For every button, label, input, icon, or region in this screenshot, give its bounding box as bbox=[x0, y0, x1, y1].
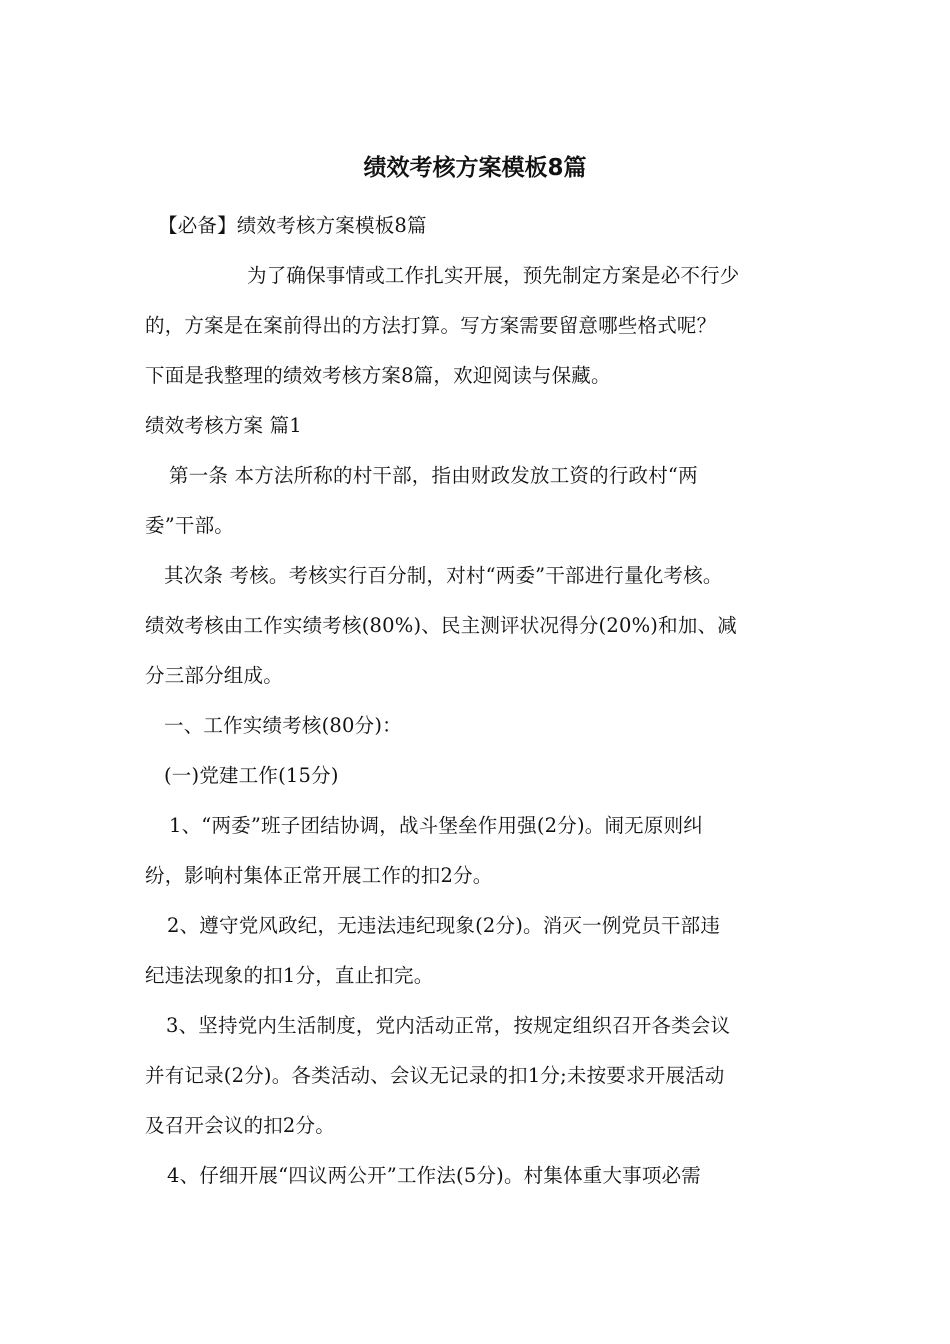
subtitle-line: 【必备】绩效考核方案模板8篇 bbox=[158, 214, 427, 237]
body-line: 其次条 考核。考核实行百分制，对村“两委”干部进行量化考核。 bbox=[164, 564, 723, 587]
body-line: 第一条 本方法所称的村干部，指由财政发放工资的行政村“两 bbox=[169, 464, 698, 487]
body-line: 1、“两委”班子团结协调，战斗堡垒作用强(2分)。闹无原则纠 bbox=[169, 814, 703, 837]
body-line: 一、工作实绩考核(80分)： bbox=[164, 714, 402, 737]
document-title: 绩效考核方案模板8篇 bbox=[363, 155, 587, 181]
body-line: 3、坚持党内生活制度，党内活动正常，按规定组织召开各类会议 bbox=[166, 1014, 731, 1037]
body-line: 纪违法现象的扣1分，直止扣完。 bbox=[145, 964, 434, 987]
body-line: 2、遵守党风政纪，无违法违纪现象(2分)。消灭一例党员干部违 bbox=[167, 914, 721, 937]
body-line: 及召开会议的扣2分。 bbox=[145, 1114, 335, 1137]
body-line: 纷，影响村集体正常开展工作的扣2分。 bbox=[145, 864, 493, 887]
body-line: (一)党建工作(15分) bbox=[164, 764, 339, 787]
body-line: 委”干部。 bbox=[145, 514, 234, 537]
body-line: 为了确保事情或工作扎实开展，预先制定方案是必不行少 bbox=[247, 264, 740, 287]
body-line: 并有记录(2分)。各类活动、会议无记录的扣1分;未按要求开展活动 bbox=[145, 1064, 725, 1087]
body-line: 4、仔细开展“四议两公开”工作法(5分)。村集体重大事项必需 bbox=[167, 1164, 701, 1187]
body-line: 绩效考核由工作实绩考核(80%)、民主测评状况得分(20%)和加、减 bbox=[145, 614, 737, 637]
section-heading: 绩效考核方案 篇1 bbox=[145, 414, 302, 437]
body-line: 的，方案是在案前得出的方法打算。写方案需要留意哪些格式呢？ bbox=[145, 314, 717, 337]
body-line: 下面是我整理的绩效考核方案8篇，欢迎阅读与保藏。 bbox=[145, 364, 611, 387]
body-line: 分三部分组成。 bbox=[145, 664, 283, 687]
